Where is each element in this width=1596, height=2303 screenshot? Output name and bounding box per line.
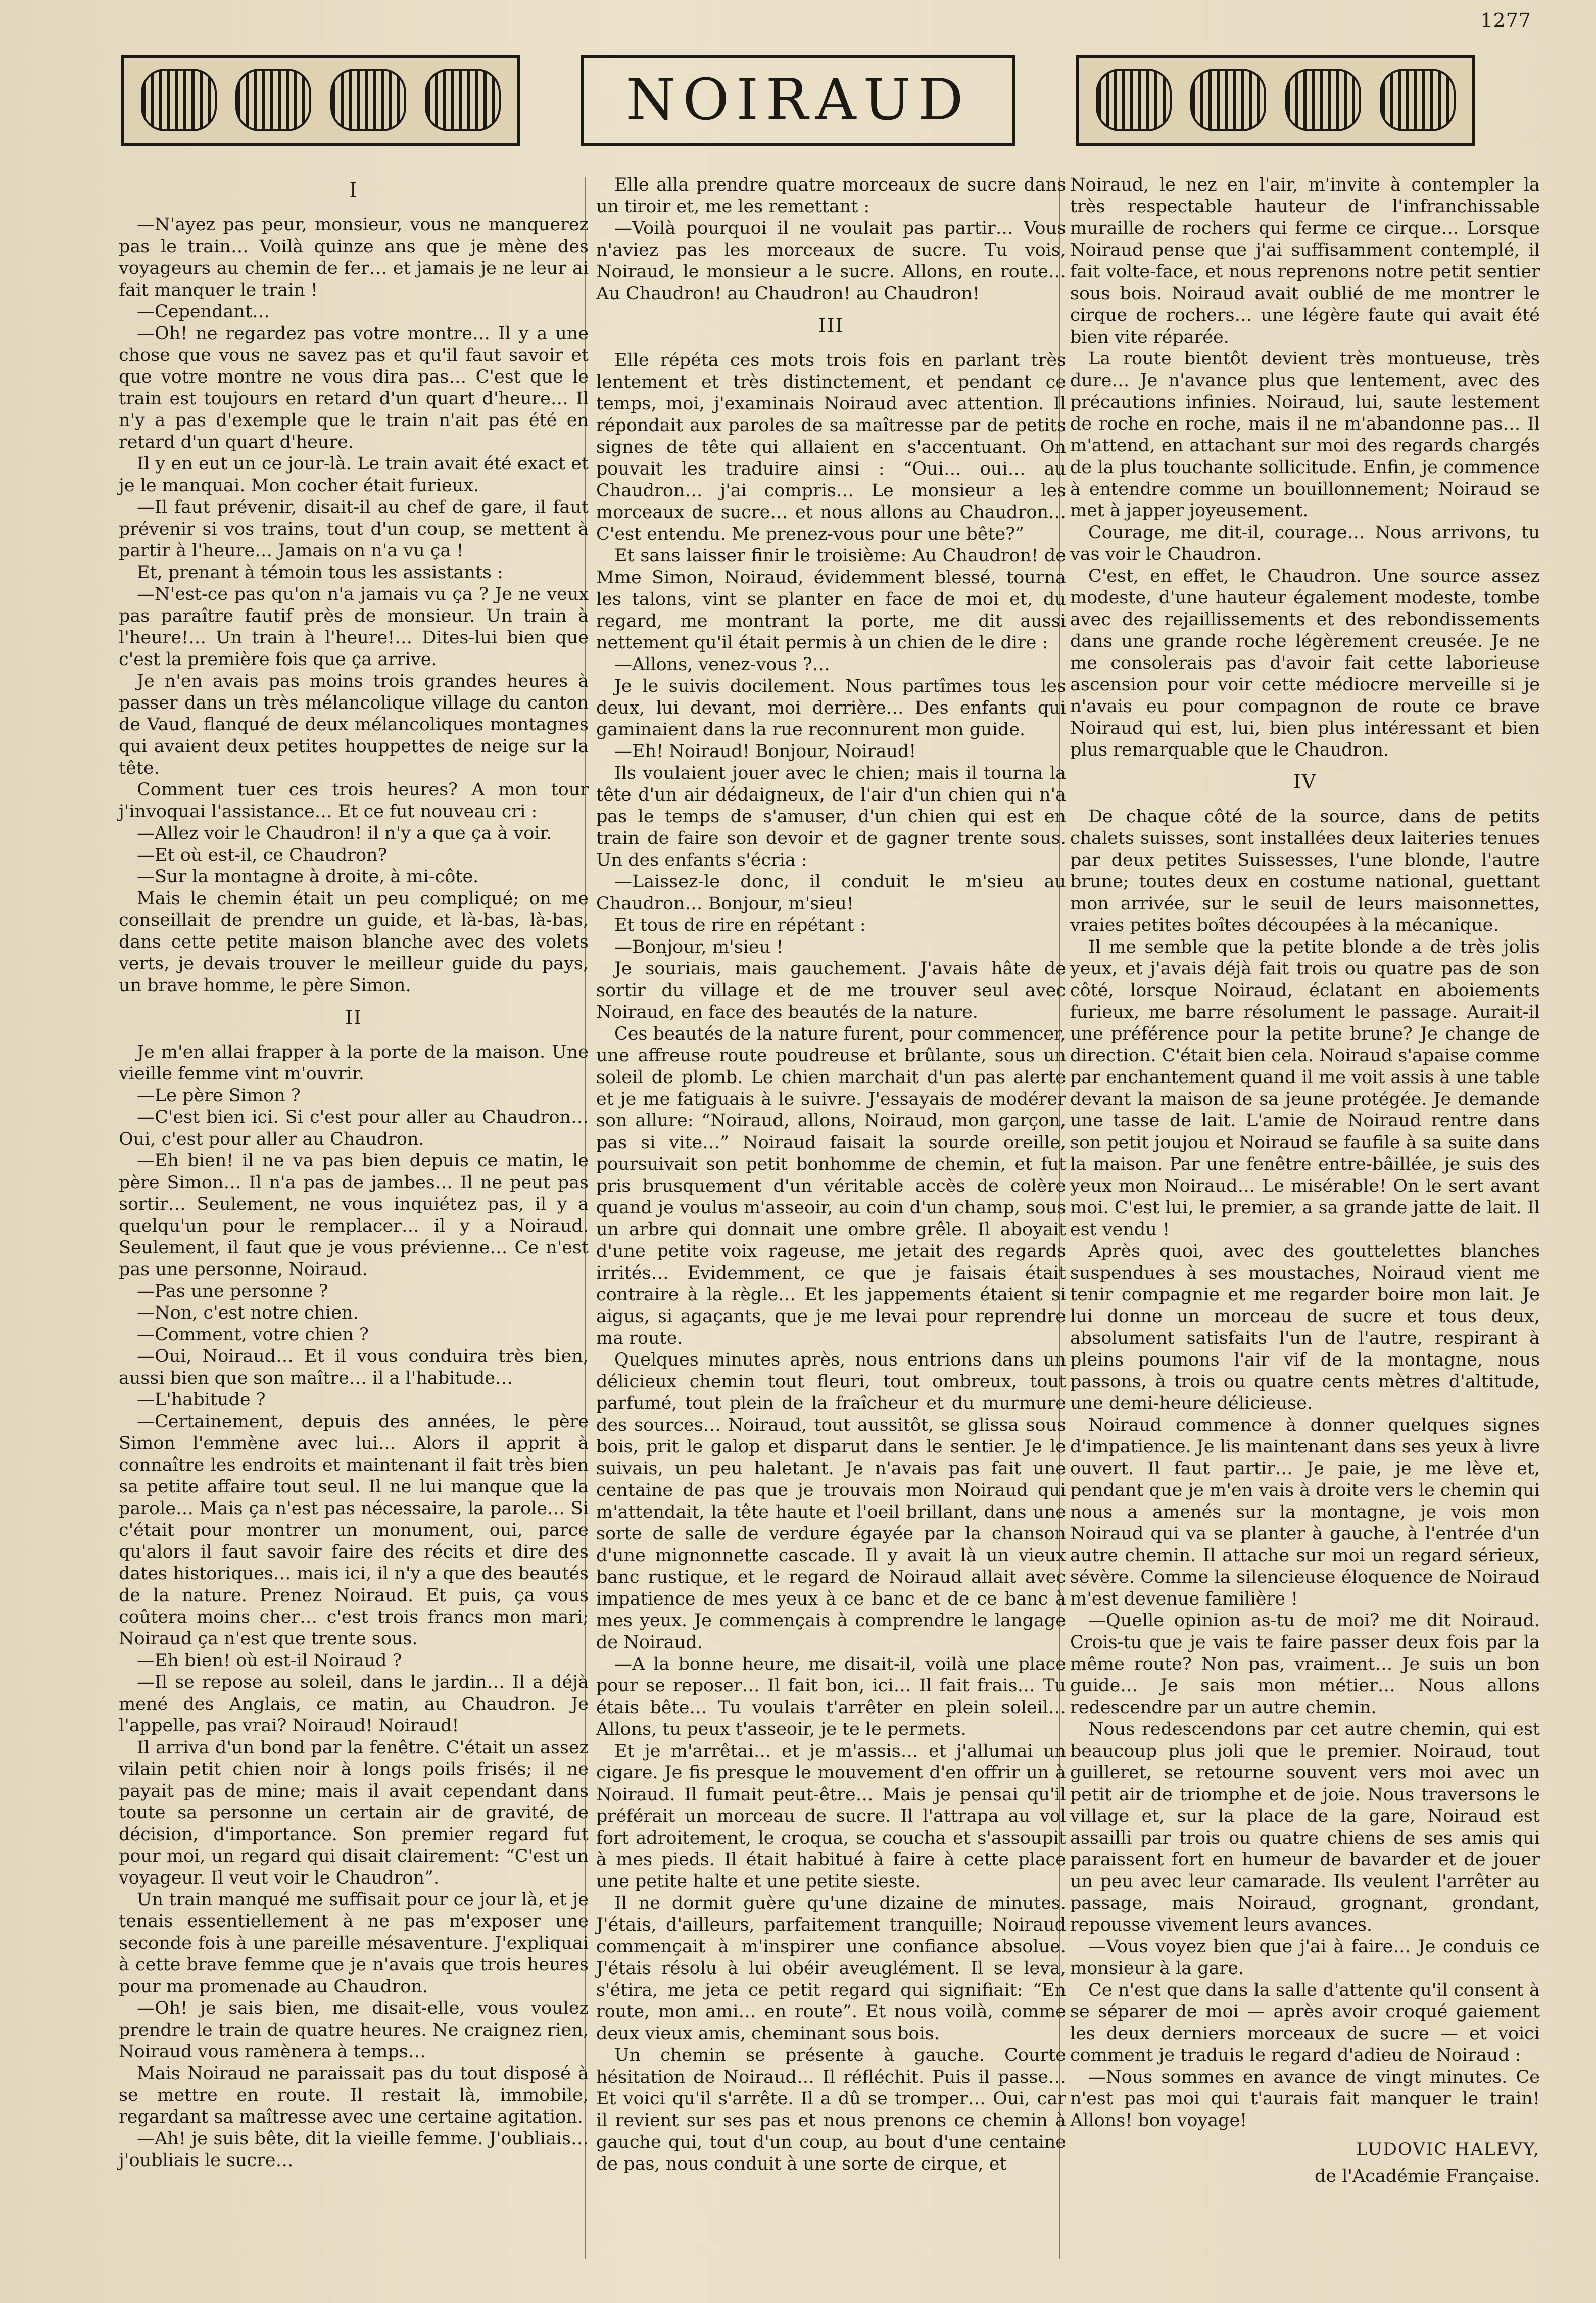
paragraph: Et, prenant à témoin tous les assistants : [137, 562, 503, 583]
paragraph: —Ah! je suis bête, dit la vieille femme. J'oubliais… j'oubliais le sucre… [119, 2129, 589, 2171]
paragraph: —Oh! ne regardez pas votre montre… Il y a une chose que vous ne savez pas et qu'il faut savoir et que votre montre ne vous dira pas… C'est que le train est toujours en retard d'un quart d'heure… Il n'y a pas d'exemple que le train n'ait pas été en retard d'un quart d'heure. [119, 323, 589, 452]
paragraph: Courage, me dit-il, courage… Nous arrivons, tu vas voir le Chaudron. [1070, 523, 1540, 565]
section-heading-3: III [818, 314, 844, 337]
paragraph: —Voilà pourquoi il ne voulait pas partir… Vous n'aviez pas les morceaux de sucre. Tu vois, Noiraud, le monsieur a le sucre. Allons, en route… Au Chaudron! au Chaudron! au Chaudron! [596, 218, 1066, 304]
paragraph: Nous redescendons par cet autre chemin, qui est beaucoup plus joli que le premier. Noiraud, tout guilleret, se retourne souvent vers moi avec un petit air de triomphe et de joie. Nous traversons le village et, sur la place de la gare, Noiraud est assailli par trois ou quatre chiens de ses amis qui paraissent fort en humeur de bavarder et de jouer un peu avec leur camarade. Ils veulent l'arrêter au passage, mais Noiraud, grognant, grondant, repousse vivement leurs avances. [1070, 1719, 1540, 1935]
paragraph: —Eh bien! où est-il Noiraud ? [137, 1651, 402, 1671]
column-2 [596, 174, 1066, 2175]
title-banner [121, 55, 1475, 146]
paragraph: —Allons, venez-vous ?… [614, 654, 830, 675]
paragraph: Ils voulaient jouer avec le chien; mais il tourna la tête d'un air dédaigneux, de l'air d'un chien qui n'a pas le temps de s'amuser, d'un chien qui est en train de faire son devoir et de gagner trente sous. Un des enfants s'écria : [596, 763, 1066, 870]
paragraph: —Quelle opinion as-tu de moi? me dit Noiraud. Crois-tu que je vais te faire passer deux fois par la même route? Non pas, vraiment… Je suis un bon guide… Je sais mon métier… Nous allons redescendre par un autre chemin. [1070, 1611, 1540, 1718]
paragraph: Elle alla prendre quatre morceaux de sucre dans un tiroir et, me les remettant : [596, 175, 1066, 217]
paragraph: —Pas une personne ? [137, 1281, 328, 1301]
ornament-cell [1096, 69, 1172, 131]
paragraph: —N'est-ce pas qu'on n'a jamais vu ça ? Je ne veux pas paraître fautif près de monsieur. Un train à l'heure!… Un train à l'heure!… Dites-lui bien que c'est la première fois que ça arrive. [119, 584, 589, 670]
ornament-cell [1190, 69, 1266, 131]
paragraph: Et je m'arrêtai… et je m'assis… et j'allumai un cigare. Je fis presque le mouvement d'en offrir un à Noiraud. Il fumait peut-être… Mais je pensai qu'il préférait un morceau de sucre. Il l'attrapa au vol fort adroitement, le croqua, se coucha et s'assoupit à mes pieds. Il était habitué à faire à cette place une petite halte et une petite sieste. [596, 1741, 1066, 1892]
paragraph: Un chemin se présente à gauche. Courte hésitation de Noiraud… Il réfléchit. Puis il passe… Et voici qu'il s'arrête. Il a dû se tromper… Oui, car il revient sur ses pas et nous prenons ce chemin à gauche qui, tout d'un coup, au bout d'une centaine de pas, nous conduit à une sorte de cirque, et [596, 2045, 1066, 2174]
paragraph: Quelques minutes après, nous entrions dans un délicieux chemin tout fleuri, tout ombreux, tout parfumé, tout plein de la fraîcheur et du murmure des sources… Noiraud, tout aussitôt, se glissa sous bois, prit le galop et disparut dans le sentier. Je le suivais, un peu haletant. Je n'avais pas fait une centaine de pas que je trouvais mon Noiraud qui m'attendait, la tête haute et l'oeil brillant, dans une sorte de salle de verdure égayée par la chanson d'une mignonnette cascade. Il y avait là un vieux banc rustique, et le regard de Noiraud allait avec impatience de mes yeux à ce banc et de ce banc à mes yeux. Je commençais à comprendre le langage de Noiraud. [596, 1350, 1066, 1653]
paragraph: Après quoi, avec des gouttelettes blanches suspendues à ses moustaches, Noiraud vient me tenir compagnie et me regarder boire mon lait. Je lui donne un morceau de sucre et tous deux, absolument satisfaits l'un de l'autre, respirant à pleins poumons l'air vif de la montagne, nous passons, à trois ou quatre cents mètres d'altitude, une demi-heure délicieuse. [1070, 1241, 1540, 1414]
paragraph: —Eh bien! il ne va pas bien depuis ce matin, le père Simon… Il n'a pas de jambes… Il ne peut pas sortir… Seulement, ne vous inquiétez pas, il y a quelqu'un pour le remplacer… il y a Noiraud. Seulement, il faut que je vous prévienne… Ce n'est pas une personne, Noiraud. [119, 1151, 589, 1280]
paragraph: —L'habitude ? [137, 1390, 266, 1410]
paragraph: Je le suivis docilement. Nous partîmes tous les deux, lui devant, moi derrière… Des enfants qui gaminaient dans la rue reconnurent mon guide. [596, 676, 1066, 740]
paragraph: Mais le chemin était un peu compliqué; on me conseillait de prendre un guide, et là-bas, là-bas, dans cette petite maison blanche avec des volets verts, je devais trouver le meilleur guide du pays, un brave homme, le père Simon. [119, 888, 589, 996]
page-title: NOIRAUD [581, 55, 1015, 146]
paragraph: Comment tuer ces trois heures? A mon tour j'invoquai l'assistance… Et ce fut nouveau cri : [119, 780, 589, 822]
paragraph: Il ne dormit guère qu'une dizaine de minutes. J'étais, d'ailleurs, parfaitement tranquille; Noiraud commençait à m'inspirer une confiance absolue. J'étais résolu à lui obéir aveuglément. Il se leva, s'étira, me jeta ce petit regard qui signifiait: “En route, mon ami… en route”. Et nous voilà, comme deux vieux amis, cheminant sous bois. [596, 1893, 1066, 2044]
section-heading-4: IV [1293, 771, 1317, 793]
paragraph: —Vous voyez bien que j'ai à faire… Je conduis ce monsieur à la gare. [1070, 1937, 1540, 1979]
paragraph: Elle répéta ces mots trois fois en parlant très lentement et très distinctement, et pendant ce temps, moi, j'examinais Noiraud avec attention. Il répondait aux paroles de sa maîtresse par de petits signes de tête qui allaient en s'accentuant. On pouvait les traduire ainsi : “Oui… oui… au Chaudron… j'ai compris… Le monsieur a les morceaux de sucre… et nous allons au Chaudron… C'est entendu. Me prenez-vous pour une bête?” [596, 350, 1066, 544]
paragraph: Il y en eut un ce jour-là. Le train avait été exact et je le manquai. Mon cocher était furieux. [119, 454, 589, 496]
paragraph: Je souriais, mais gauchement. J'avais hâte de sortir du village et de me trouver seul avec Noiraud, en face des beautés de la nature. [596, 959, 1066, 1022]
column-1 [119, 174, 589, 2172]
paragraph: Ces beautés de la nature furent, pour commencer, une affreuse route poudreuse et brûlante, sous un soleil de plomb. Le chien marchait d'un pas alerte et je me fatiguais à le suivre. J'essayais de modérer son allure: “Noiraud, allons, Noiraud, mon garçon, pas si vite…” Noiraud faisait la sourde oreille, poursuivait son petit bonhomme de chemin, et fut pris brusquement d'un véritable accès de colère quand je voulus m'asseoir, au coin d'un champ, sous un arbre qui donnait une ombre grêle. Il aboyait d'une petite voix rageuse, me jetait des regards irrités… Evidemment, ce que je faisais était contraire à la règle… Et les jappements étaient si aigus, si agaçants, que je me levai pour reprendre ma route. [596, 1024, 1066, 1348]
paragraph: —Sur la montagne à droite, à mi-côte. [137, 867, 479, 887]
section-heading-1: I [349, 179, 358, 201]
paragraph: Et tous de rire en répétant : [614, 915, 866, 935]
paragraph: Noiraud, le nez en l'air, m'invite à contempler la très respectable hauteur de l'infranchissable muraille de rochers qui ferme ce cirque… Lorsque Noiraud pense que j'ai suffisamment contemplé, il fait volte-face, et nous reprenons notre petit sentier sous bois. Noiraud avait oublié de me montrer le cirque de rochers… une légère faute qui avait été bien vite réparée. [1070, 175, 1540, 347]
ornament-cell [330, 69, 406, 131]
paragraph: —N'ayez pas peur, monsieur, vous ne manquerez pas le train… Voilà quinze ans que je mène des voyageurs au chemin de fer… et jamais je ne leur ai fait manquer le train ! [119, 215, 589, 300]
paragraph: —Certainement, depuis des années, le père Simon l'emmène avec lui… Alors il apprit à connaître les endroits et maintenant il fait très bien sa petite affaire tout seul. Il ne lui manque que la parole… Mais ça n'est pas nécessaire, la parole… Si c'était pour montrer un monument, oui, parce qu'alors il faut savoir faire des récits et dire des dates historiques… mais ici, il n'y a que des beautés de la nature. Prenez Noiraud. Et puis, ça vous coûtera moins cher… c'est trois francs mon mari; Noiraud ça n'est que trente sous. [119, 1412, 589, 1649]
ornament-cell [1285, 69, 1361, 131]
page-number: 1277 [1480, 9, 1531, 31]
paragraph: Mais Noiraud ne paraissait pas du tout disposé à se mettre en route. Il restait là, immobile, regardant sa maîtresse avec une certaine agitation. [119, 2063, 589, 2127]
paragraph: —Il se repose au soleil, dans le jardin… Il a déjà mené des Anglais, ce matin, au Chaudron. Je l'appelle, pas vrai? Noiraud! Noiraud! [119, 1672, 589, 1736]
paragraph: La route bientôt devient très montueuse, très dure… Je n'avance plus que lentement, avec des précautions infinies. Noiraud, lui, saute lestement de roche en roche, mais il ne m'abandonne pas… Il m'attend, en attachant sur moi des regards chargés de la plus touchante sollicitude. Enfin, je commence à entendre comme un bouillonnement; Noiraud se met à japper joyeusement. [1070, 349, 1540, 521]
paragraph: Il me semble que la petite blonde a de très jolis yeux, et j'avais déjà fait trois ou quatre pas de son côté, lorsque Noiraud, éclatant en aboiements furieux, me barre résolument le passage. Aurait-il une préférence pour la petite brune? Je change de direction. C'était bien cela. Noiraud s'apaise comme par enchantement quand il me voit assis à une table devant la maison de sa jeune protégée. Je demande une tasse de lait. L'amie de Noiraud rentre dans son petit joujou et Noiraud se faufile à sa suite dans la maison. Par une fenêtre entre-bâillée, je suis des yeux mon Noiraud… Le misérable! On le sert avant moi. C'est lui, le premier, a sa grande jatte de lait. Il est vendu ! [1070, 937, 1540, 1240]
paragraph: —Cependant… [137, 302, 270, 322]
ornament-cell [235, 69, 311, 131]
paragraph: Il arriva d'un bond par la fenêtre. C'était un assez vilain petit chien noir à longs poils frisés; il ne payait pas de mine; mais il avait cependant dans toute sa personne un certain air de gravité, de décision, d'importance. Son premier regard fut pour moi, un regard qui disait clairement: “C'est un voyageur. Il veut voir le Chaudron”. [119, 1737, 589, 1888]
paragraph: —Bonjour, m'sieu ! [614, 937, 784, 957]
author-affiliation: de l'Académie Française. [1314, 2166, 1540, 2186]
ornament-right [1076, 55, 1475, 146]
paragraph: —Le père Simon ? [137, 1086, 301, 1106]
section-heading-2: II [345, 1006, 363, 1028]
paragraph: Je m'en allai frapper à la porte de la maison. Une vieille femme vint m'ouvrir. [119, 1042, 589, 1084]
paragraph: Ce n'est que dans la salle d'attente qu'il consent à se séparer de moi — après avoir croqué gaiement les deux derniers morceaux de sucre — et voici comment je traduis le regard d'adieu de Noiraud : [1070, 1980, 1540, 2065]
paragraph: C'est, en effet, le Chaudron. Une source assez modeste, d'une hauteur également modeste, tombe avec des rejaillissements et des rebondissements dans une grande roche légèrement creusée. Je ne me consolerais pas d'avoir fait cette laborieuse ascension pour voir cette médiocre merveille si je n'avais eu pour compagnon de route ce brave Noiraud qui est, lui, bien plus intéressant et bien plus remarquable que le Chaudron. [1070, 566, 1540, 760]
paragraph: Noiraud commence à donner quelques signes d'impatience. Je lis maintenant dans ses yeux à livre ouvert. Il faut partir… Je paie, je me lève et, pendant que je m'en vais à droite vers le chemin qui nous a amenés sur la montagne, je vois mon Noiraud qui va se planter à gauche, à l'entrée d'un autre chemin. Il attache sur moi un regard sérieux, sévère. Comme la silencieuse éloquence de Noiraud m'est devenue familière ! [1070, 1415, 1540, 1609]
paragraph: Je n'en avais pas moins trois grandes heures à passer dans un très mélancolique village du canton de Vaud, flanqué de deux mélancoliques montagnes qui avaient deux petites houppettes de neige sur la tête. [119, 671, 589, 778]
paragraph: —Oh! je sais bien, me disait-elle, vous voulez prendre le train de quatre heures. Ne craignez rien, Noiraud vous ramènera à temps… [119, 1998, 589, 2062]
paragraph: —C'est bien ici. Si c'est pour aller au Chaudron… Oui, c'est pour aller au Chaudron. [119, 1107, 589, 1149]
paragraph: Un train manqué me suffisait pour ce jour là, et je tenais essentiellement à ne pas m'exposer une seconde fois à une pareille mésaventure. J'expliquai à cette brave femme que je n'avais que trois heures pour ma promenade au Chaudron. [119, 1890, 589, 1997]
ornament-left [121, 55, 520, 146]
paragraph: —Eh! Noiraud! Bonjour, Noiraud! [614, 741, 916, 762]
paragraph: —Comment, votre chien ? [137, 1325, 369, 1345]
paragraph: —Nous sommes en avance de vingt minutes. Ce n'est pas moi qui t'aurais fait manquer le train! Allons! bon voyage! [1070, 2067, 1540, 2131]
ornament-cell [1380, 69, 1456, 131]
paragraph: —Non, c'est notre chien. [137, 1303, 359, 1323]
paragraph: —Il faut prévenir, disait-il au chef de gare, il faut prévenir si vos trains, tout d'un coup, se mettent à partir à l'heure… Jamais on n'a vu ça ! [119, 497, 589, 561]
paragraph: De chaque côté de la source, dans de petits chalets suisses, sont installées deux laiteries tenues par deux petites Suissesses, l'une blonde, l'autre brune; toutes deux en costume national, guettant mon arrivée, sur le seuil de leurs maisonnettes, vraies petites boîtes découpées à la mécanique. [1070, 807, 1540, 935]
paragraph: —Allez voir le Chaudron! il n'y a que ça à voir. [137, 823, 552, 843]
paragraph: —Oui, Noiraud… Et il vous conduira très bien, aussi bien que son maître… il a l'habitude… [119, 1346, 589, 1388]
ornament-cell [425, 69, 501, 131]
paragraph: —A la bonne heure, me disait-il, voilà une place pour se reposer… Il fait bon, ici… Il fait frais… Tu étais bête… Tu voulais t'arrêter en plein soleil… Allons, tu peux t'asseoir, je te le permets. [596, 1654, 1066, 1740]
paragraph: —Laissez-le donc, il conduit le m'sieu au Chaudron… Bonjour, m'sieu! [596, 872, 1066, 914]
author-signature: LUDOVIC HALEVY, [1356, 2139, 1540, 2159]
column-3 [1070, 174, 1540, 2187]
ornament-cell [141, 69, 217, 131]
paragraph: Et sans laisser finir le troisième: Au Chaudron! de Mme Simon, Noiraud, évidemment blessé, tourna les talons, vint se planter en face de moi et, du regard, me montrant la porte, me dit aussi nettement qu'il était permis à un chien de le dire : [596, 546, 1066, 653]
paragraph: —Et où est-il, ce Chaudron? [137, 845, 388, 865]
